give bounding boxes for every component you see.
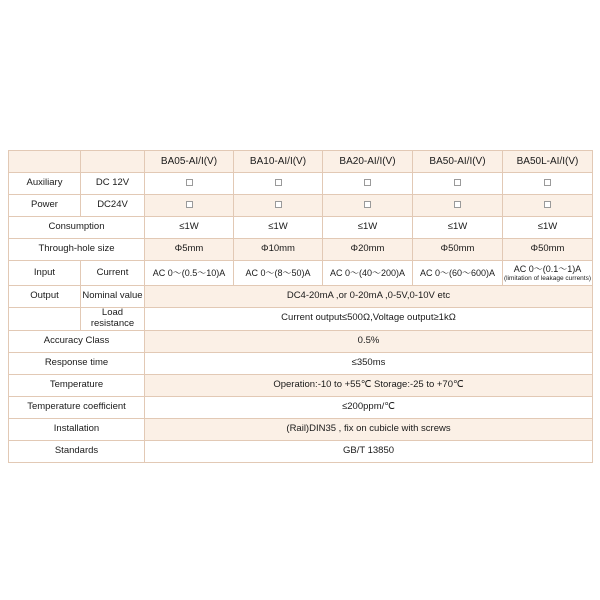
- row-label-input: Input: [9, 261, 81, 286]
- table-row: [9, 330, 593, 352]
- cell-dc24v-ba20: [323, 195, 413, 217]
- table-row: [9, 396, 593, 418]
- table-row: [9, 173, 593, 195]
- row-label-through-hole-size: Through-hole size: [9, 239, 145, 261]
- header-model-2: BA10-AI/I(V): [234, 151, 323, 173]
- cell-current-ba50l-value: AC 0～(0.1～1)A: [513, 264, 582, 275]
- cell-consumption-ba10: ≤1W: [234, 217, 323, 239]
- cell-current-ba20: AC 0～(40～200)A: [323, 261, 413, 286]
- row-sublabel-nominal-value: Nominal value: [81, 286, 145, 308]
- cell-accuracy-class: 0.5%: [145, 330, 593, 352]
- checkbox-icon: [364, 179, 371, 186]
- cell-dc12v-ba05: [145, 173, 234, 195]
- row-sublabel-dc12v: DC 12V: [81, 173, 145, 195]
- checkbox-icon: [186, 179, 193, 186]
- table-row: [9, 195, 593, 217]
- specification-table: [8, 150, 593, 463]
- cell-consumption-ba50l: ≤1W: [503, 217, 593, 239]
- header-blank-2: [81, 151, 145, 173]
- row-sublabel-current: Current: [81, 261, 145, 286]
- cell-hole-ba10: Φ10mm: [234, 239, 323, 261]
- cell-standards: GB/T 13850: [145, 440, 593, 462]
- header-blank-1: [9, 151, 81, 173]
- cell-dc12v-ba50: [413, 173, 503, 195]
- row-label-output-empty: [9, 308, 81, 331]
- table-row: [9, 239, 593, 261]
- cell-dc12v-ba10: [234, 173, 323, 195]
- table-row: [9, 286, 593, 308]
- row-label-temperature-coefficient: Temperature coefficient: [9, 396, 145, 418]
- cell-dc24v-ba10: [234, 195, 323, 217]
- cell-hole-ba50: Φ50mm: [413, 239, 503, 261]
- header-model-5: BA50L-AI/I(V): [503, 151, 593, 173]
- row-label-power: Power: [9, 195, 81, 217]
- header-model-1: BA05-AI/I(V): [145, 151, 234, 173]
- row-sublabel-load-resistance: Load resistance: [81, 308, 145, 331]
- cell-dc12v-ba20: [323, 173, 413, 195]
- cell-current-ba50l-note: (limitation of leakage currents): [503, 274, 592, 282]
- checkbox-icon: [186, 201, 193, 208]
- table-header-row: [9, 151, 593, 173]
- cell-dc24v-ba05: [145, 195, 234, 217]
- checkbox-icon: [275, 179, 282, 186]
- cell-temperature-coefficient: ≤200ppm/℃: [145, 396, 593, 418]
- cell-output-load-resistance: Current output≤500Ω,Voltage output≥1kΩ: [145, 308, 593, 331]
- cell-temperature: Operation:-10 to +55℃ Storage:-25 to +70℃: [145, 374, 593, 396]
- row-label-consumption: Consumption: [9, 217, 145, 239]
- row-label-output: Output: [9, 286, 81, 308]
- header-model-4: BA50-AI/I(V): [413, 151, 503, 173]
- cell-current-ba05: AC 0～(0.5～10)A: [145, 261, 234, 286]
- checkbox-icon: [454, 179, 461, 186]
- cell-installation: (Rail)DIN35 , fix on cubicle with screws: [145, 418, 593, 440]
- spec-sheet: [8, 150, 592, 463]
- cell-consumption-ba05: ≤1W: [145, 217, 234, 239]
- table-row: [9, 217, 593, 239]
- cell-response-time: ≤350ms: [145, 352, 593, 374]
- cell-hole-ba05: Φ5mm: [145, 239, 234, 261]
- row-label-installation: Installation: [9, 418, 145, 440]
- table-row: [9, 374, 593, 396]
- row-label-temperature: Temperature: [9, 374, 145, 396]
- cell-consumption-ba50: ≤1W: [413, 217, 503, 239]
- row-label-auxiliary: Auxiliary: [9, 173, 81, 195]
- cell-dc24v-ba50l: [503, 195, 593, 217]
- table-row: [9, 418, 593, 440]
- row-sublabel-dc24v: DC24V: [81, 195, 145, 217]
- cell-output-nominal-value: DC4-20mA ,or 0-20mA ,0-5V,0-10V etc: [145, 286, 593, 308]
- cell-current-ba50l: [503, 261, 593, 286]
- checkbox-icon: [454, 201, 461, 208]
- checkbox-icon: [275, 201, 282, 208]
- cell-hole-ba20: Φ20mm: [323, 239, 413, 261]
- row-label-response-time: Response time: [9, 352, 145, 374]
- cell-dc24v-ba50: [413, 195, 503, 217]
- cell-consumption-ba20: ≤1W: [323, 217, 413, 239]
- cell-hole-ba50l: Φ50mm: [503, 239, 593, 261]
- row-label-accuracy-class: Accuracy Class: [9, 330, 145, 352]
- checkbox-icon: [544, 179, 551, 186]
- cell-dc12v-ba50l: [503, 173, 593, 195]
- table-row: [9, 352, 593, 374]
- header-model-3: BA20-AI/I(V): [323, 151, 413, 173]
- table-row: [9, 440, 593, 462]
- table-row: [9, 308, 593, 331]
- table-row: [9, 261, 593, 286]
- checkbox-icon: [364, 201, 371, 208]
- cell-current-ba10: AC 0～(8～50)A: [234, 261, 323, 286]
- cell-current-ba50: AC 0～(60～600)A: [413, 261, 503, 286]
- checkbox-icon: [544, 201, 551, 208]
- row-label-standards: Standards: [9, 440, 145, 462]
